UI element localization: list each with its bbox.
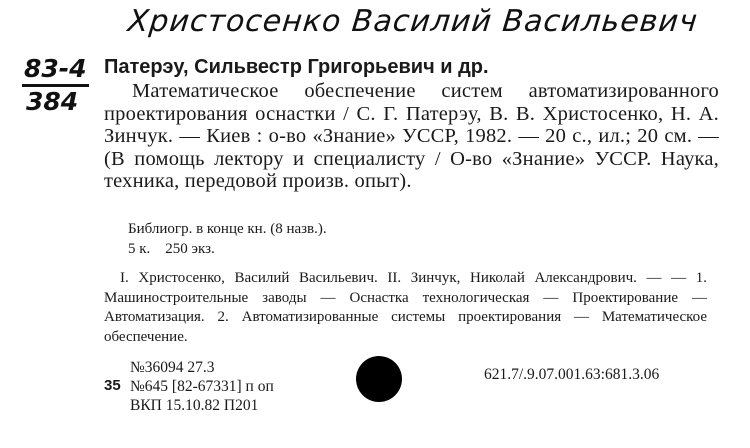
author-heading: Патерэу, Сильвестр Григорьевич и др. [104, 56, 489, 78]
registration-line-2: №645 [82-67331] п оп [130, 378, 274, 395]
bibliographic-description: Математическое обеспечение систем автоматизированного проектирования оснастки / С. Г. Патерэу, В. В. Христосенко, Н. А. Зинчук. — Киев : о-во «Знание» УССР, 1982. — 20 с., ил.; 20 см. — (В помощь лектору и специалисту / О-во «Знание» УССР. Наука, техника, передовой произв. опыт). [104, 80, 719, 193]
notes-block [128, 219, 327, 259]
shelfmark-bottom: 384 [26, 87, 79, 116]
bibliography-note: Библиогр. в конце кн. (8 назв.). [128, 221, 327, 237]
shelfmark-top: 83-4 [22, 54, 89, 87]
udc-code: 621.7/.9.07.001.63:681.3.06 [484, 366, 660, 383]
price-and-print-run: 5 к. 250 экз. [128, 241, 215, 257]
handwritten-name: Христосенко Василий Васильевич [126, 4, 700, 39]
handwritten-shelfmark [22, 54, 89, 117]
punch-hole [356, 356, 402, 402]
subject-headings: I. Христосенко, Василий Васильевич. II. Зинчук, Николай Александрович. — — 1. Машиностроительные заводы — Оснастка технологическая — Проектирование — Автоматизация. 2. Автоматизированные системы проектирования — Математическое обеспечение. [104, 270, 707, 345]
card-number: 35 [104, 377, 121, 394]
registration-line-1: №36094 27.3 [130, 359, 215, 376]
registration-block [130, 358, 274, 415]
registration-line-3: ВКП 15.10.82 П201 [130, 397, 259, 414]
